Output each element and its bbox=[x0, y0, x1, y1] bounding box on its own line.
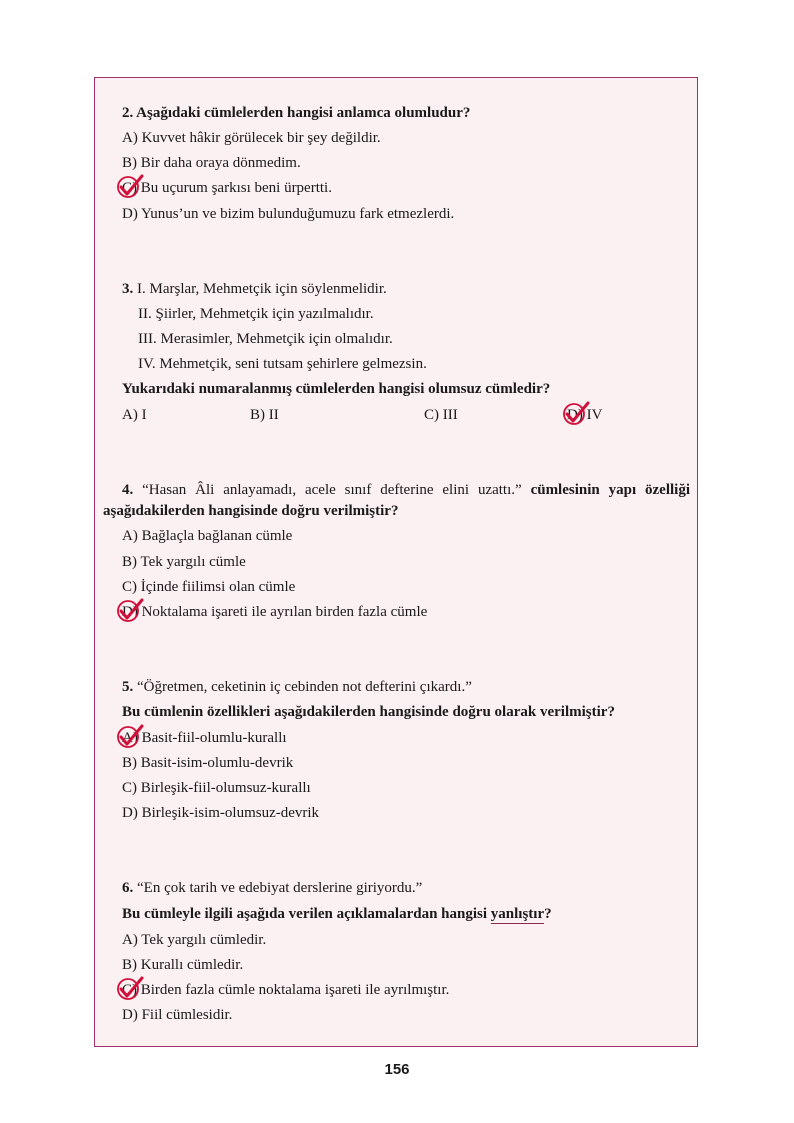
q5-option-a[interactable]: A) Basit-fiil-olumlu-kurallı bbox=[122, 730, 287, 746]
q3-item-3: III. Merasimler, Mehmetçik için olmalıdır. bbox=[138, 331, 393, 347]
q3-item-2: II. Şiirler, Mehmetçik için yazılmalıdır. bbox=[138, 306, 374, 322]
q5-stem bbox=[122, 678, 472, 696]
q5-number: 5. bbox=[122, 679, 134, 695]
q6-question-emph: yanlıştır bbox=[490, 906, 545, 922]
q6-number: 6. bbox=[122, 880, 134, 896]
q4-quote: “Hasan Âli anlayamadı, acele sınıf defterine elini uzattı.” bbox=[142, 482, 522, 498]
q2-stem: 2. Aşağıdaki cümlelerden hangisi anlamca olumludur? bbox=[122, 105, 471, 121]
q4-option-a[interactable]: A) Bağlaçla bağlanan cümle bbox=[122, 528, 293, 544]
q5-option-c[interactable]: C) Birleşik-fiil-olumsuz-kurallı bbox=[122, 780, 311, 796]
q3-option-b[interactable]: B) II bbox=[250, 407, 279, 423]
q3-question: Yukarıdaki numaralanmış cümlelerden hangisi olumsuz cümledir? bbox=[122, 381, 551, 397]
q6-option-b[interactable]: B) Kurallı cümledir. bbox=[122, 957, 244, 973]
q6-question-end: ? bbox=[544, 906, 552, 922]
q3-option-a[interactable]: A) I bbox=[122, 407, 147, 423]
q2-option-a[interactable]: A) Kuvvet hâkir görülecek bir şey değildir. bbox=[122, 130, 381, 146]
checkmark-icon bbox=[116, 174, 142, 200]
page-number: 156 bbox=[384, 1061, 410, 1078]
q5-quote: “Öğretmen, ceketinin iç cebinden not defterini çıkardı.” bbox=[137, 679, 472, 695]
q5-option-d[interactable]: D) Birleşik-isim-olumsuz-devrik bbox=[122, 805, 320, 821]
checkmark-icon bbox=[116, 598, 142, 624]
q6-option-a[interactable]: A) Tek yargılı cümledir. bbox=[122, 932, 267, 948]
q5-option-b[interactable]: B) Basit-isim-olumlu-devrik bbox=[122, 755, 294, 771]
q4-option-d[interactable]: D) Noktalama işareti ile ayrılan birden fazla cümle bbox=[122, 604, 428, 620]
q4-stem-rest: cümlesinin yapı özelliği bbox=[530, 482, 691, 498]
q6-quote: “En çok tarih ve edebiyat derslerine giriyordu.” bbox=[137, 880, 423, 896]
q5-question: Bu cümlenin özellikleri aşağıdakilerden hangisinde doğru olarak verilmiştir? bbox=[122, 704, 615, 720]
q6-stem bbox=[122, 879, 422, 897]
q2-option-b[interactable]: B) Bir daha oraya dönmedim. bbox=[122, 155, 301, 171]
q3-first-line bbox=[122, 280, 387, 298]
q3-number: 3. bbox=[122, 281, 134, 297]
q3-option-d[interactable]: D) IV bbox=[567, 407, 603, 423]
checkmark-icon bbox=[562, 401, 588, 427]
q4-number: 4. bbox=[122, 482, 134, 498]
q6-option-d[interactable]: D) Fiil cümlesidir. bbox=[122, 1007, 233, 1023]
q6-question-start: Bu cümleyle ilgili aşağıda verilen açıklamalardan hangisi bbox=[122, 906, 488, 922]
q6-option-c[interactable]: C) Birden fazla cümle noktalama işareti ile ayrılmıştır. bbox=[122, 982, 450, 998]
q2-option-c[interactable]: C) Bu uçurum şarkısı beni ürpertti. bbox=[122, 180, 332, 196]
checkmark-icon bbox=[116, 976, 142, 1002]
q2-option-d[interactable]: D) Yunus’un ve bizim bulunduğumuzu fark etmezlerdi. bbox=[122, 206, 455, 222]
q3-option-c[interactable]: C) III bbox=[424, 407, 458, 423]
q3-item-4: IV. Mehmetçik, seni tutsam şehirlere gelmezsin. bbox=[138, 356, 427, 372]
q4-option-b[interactable]: B) Tek yargılı cümle bbox=[122, 554, 246, 570]
checkmark-icon bbox=[116, 724, 142, 750]
q4-stem-line1 bbox=[122, 481, 690, 499]
q6-question bbox=[122, 905, 552, 923]
q3-item-1: I. Marşlar, Mehmetçik için söylenmelidir. bbox=[137, 281, 387, 297]
q4-option-c[interactable]: C) İçinde fiilimsi olan cümle bbox=[122, 579, 296, 595]
q4-stem-line2: aşağıdakilerden hangisinde doğru verilmiştir? bbox=[103, 503, 399, 519]
